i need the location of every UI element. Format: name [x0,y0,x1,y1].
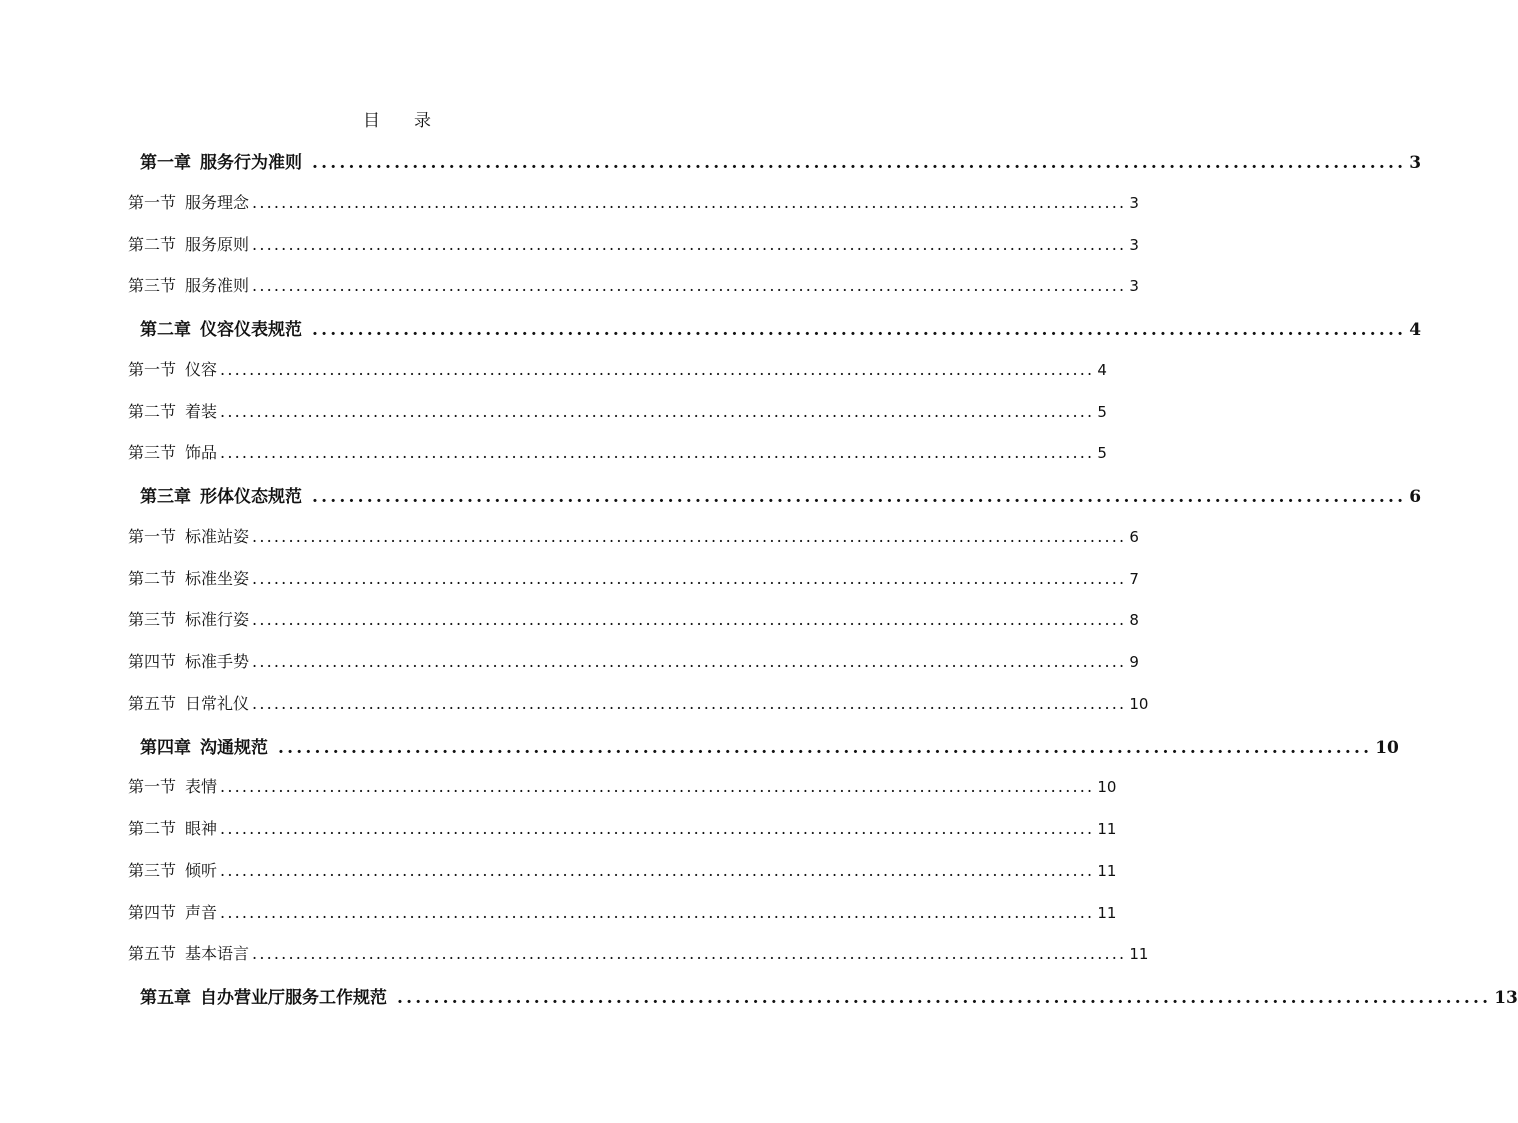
toc-entry-label [140,983,387,1008]
toc-entry-label [128,941,249,964]
toc-dot-leader: ........................................................................................................................ [312,487,1407,507]
toc-section-entry[interactable] [128,440,1107,463]
toc-section-entry[interactable] [128,941,1149,964]
toc-entry-label [128,399,217,422]
toc-entry-title: 眼神 [185,819,218,838]
toc-section-entry[interactable] [128,816,1117,839]
toc-entry-label [128,440,217,463]
toc-dot-leader: ........................................................................................................................ [220,777,1095,796]
toc-section-entry[interactable] [128,900,1117,923]
toc-page-number: 4 [1097,361,1107,379]
toc-page-number: 9 [1129,653,1139,671]
toc-heading-left: 目 [363,111,380,131]
toc-entry-number: 第三节 [128,276,177,295]
toc-page-number: 11 [1097,820,1117,838]
toc-entry-title: 标准坐姿 [185,569,250,588]
toc-entry-title: 声音 [185,903,218,922]
toc-page-number: 4 [1409,320,1422,340]
toc-entry-label [140,733,268,758]
toc-heading [0,106,794,131]
toc-entry-number: 第二节 [128,819,177,838]
toc-entry-number: 第五节 [128,944,177,963]
toc-page-number: 6 [1129,528,1139,546]
toc-entry-number: 第三节 [128,610,177,629]
toc-section-entry[interactable] [128,524,1139,547]
toc-chapter-entry[interactable] [140,983,1518,1008]
toc-entry-number: 第一节 [128,527,177,546]
toc-entry-title: 饰品 [185,443,218,462]
toc-dot-leader: ........................................................................................................................ [252,569,1127,588]
toc-entry-number: 第一节 [128,360,177,379]
toc-section-entry[interactable] [128,691,1149,714]
toc-entry-title: 服务理念 [185,193,250,212]
toc-dot-leader: ........................................................................................................................ [312,320,1407,340]
toc-section-entry[interactable] [128,774,1117,797]
toc-entry-number: 第二节 [128,402,177,421]
toc-entry-title: 服务行为准则 [200,153,302,173]
toc-entry-number: 第三章 [140,487,191,507]
toc-dot-leader: ........................................................................................................................ [252,610,1127,629]
toc-dot-leader: ........................................................................................................................ [252,694,1127,713]
toc-dot-leader: ........................................................................................................................ [220,360,1095,379]
toc-page-number: 10 [1097,778,1117,796]
toc-dot-leader: ........................................................................................................................ [312,153,1407,173]
toc-dot-leader: ........................................................................................................................ [252,276,1127,295]
toc-entry-title: 标准手势 [185,652,250,671]
toc-entry-label [128,858,217,881]
toc-dot-leader: ........................................................................................................................ [220,443,1095,462]
toc-entry-number: 第二章 [140,320,191,340]
toc-chapter-entry[interactable] [140,148,1422,173]
toc-entry-label [128,566,249,589]
toc-entry-title: 表情 [185,777,218,796]
toc-entry-label [128,774,217,797]
toc-page-number: 11 [1097,904,1117,922]
toc-entry-label [128,691,249,714]
toc-entry-label [128,900,217,923]
toc-page-number: 5 [1097,444,1107,462]
toc-entry-label [128,524,249,547]
toc-section-entry[interactable] [128,607,1139,630]
toc-entry-title: 基本语言 [185,944,250,963]
toc-entry-number: 第四节 [128,903,177,922]
toc-page-number: 11 [1097,862,1117,880]
toc-entry-label [128,649,249,672]
toc-entry-label [140,315,302,340]
toc-section-entry[interactable] [128,566,1139,589]
toc-section-entry[interactable] [128,232,1139,255]
toc-entry-number: 第三节 [128,443,177,462]
toc-entry-label [128,816,217,839]
toc-entry-number: 第二节 [128,235,177,254]
toc-dot-leader: ........................................................................................................................ [252,193,1127,212]
toc-dot-leader: ........................................................................................................................ [252,944,1127,963]
toc-section-entry[interactable] [128,273,1139,296]
toc-dot-leader: ........................................................................................................................ [220,903,1095,922]
toc-entry-label [140,148,302,173]
toc-entry-title: 着装 [185,402,218,421]
toc-entry-title: 服务准则 [185,276,250,295]
toc-entry-number: 第一章 [140,153,191,173]
toc-entry-title: 日常礼仪 [185,694,250,713]
toc-entry-title: 仪容 [185,360,218,379]
toc-entry-number: 第五节 [128,694,177,713]
toc-entry-label [128,607,249,630]
toc-page-number: 10 [1375,738,1399,758]
toc-page-number: 3 [1129,194,1139,212]
toc-page-number: 7 [1129,570,1139,588]
toc-chapter-entry[interactable] [140,733,1399,758]
toc-entry-title: 服务原则 [185,235,250,254]
toc-entry-number: 第三节 [128,861,177,880]
toc-section-entry[interactable] [128,190,1139,213]
toc-entry-label [140,482,302,507]
toc-dot-leader: ........................................................................................................................ [252,652,1127,671]
toc-section-entry[interactable] [128,649,1139,672]
toc-page-number: 13 [1494,988,1518,1008]
toc-dot-leader: ........................................................................................................................ [278,738,1373,758]
toc-entry-number: 第四章 [140,738,191,758]
toc-entry-title: 标准站姿 [185,527,250,546]
toc-entry-number: 第一节 [128,193,177,212]
toc-dot-leader: ........................................................................................................................ [252,527,1127,546]
toc-entry-title: 沟通规范 [200,738,268,758]
toc-dot-leader: ........................................................................................................................ [220,402,1095,421]
toc-chapter-entry[interactable] [140,482,1422,507]
toc-page-number: 3 [1129,236,1139,254]
toc-dot-leader: ........................................................................................................................ [252,235,1127,254]
toc-entry-number: 第四节 [128,652,177,671]
toc-entry-title: 仪容仪表规范 [200,320,302,340]
toc-entry-title: 倾听 [185,861,218,880]
toc-entry-title: 形体仪态规范 [200,487,302,507]
toc-page-number: 11 [1129,945,1149,963]
toc-entry-number: 第一节 [128,777,177,796]
toc-chapter-entry[interactable] [140,315,1422,340]
toc-dot-leader: ........................................................................................................................ [220,861,1095,880]
toc-section-entry[interactable] [128,357,1107,380]
toc-entry-title: 标准行姿 [185,610,250,629]
toc-section-entry[interactable] [128,858,1117,881]
toc-entry-number: 第五章 [140,988,191,1008]
toc-entry-label [128,273,249,296]
toc-entry-label [128,232,249,255]
toc-dot-leader: ........................................................................................................................ [220,819,1095,838]
toc-entry-label [128,357,217,380]
toc-entry-label [128,190,249,213]
toc-page-number: 6 [1409,487,1422,507]
toc-entry-number: 第二节 [128,569,177,588]
toc-page-number: 8 [1129,611,1139,629]
toc-heading-right: 录 [414,111,431,131]
toc-page-number: 10 [1129,695,1149,713]
toc-page-number: 3 [1129,277,1139,295]
toc-dot-leader: ........................................................................................................................ [397,988,1492,1008]
toc-page-number: 3 [1409,153,1422,173]
toc-entry-title: 自办营业厅服务工作规范 [200,988,387,1008]
toc-section-entry[interactable] [128,399,1107,422]
toc-page-number: 5 [1097,403,1107,421]
